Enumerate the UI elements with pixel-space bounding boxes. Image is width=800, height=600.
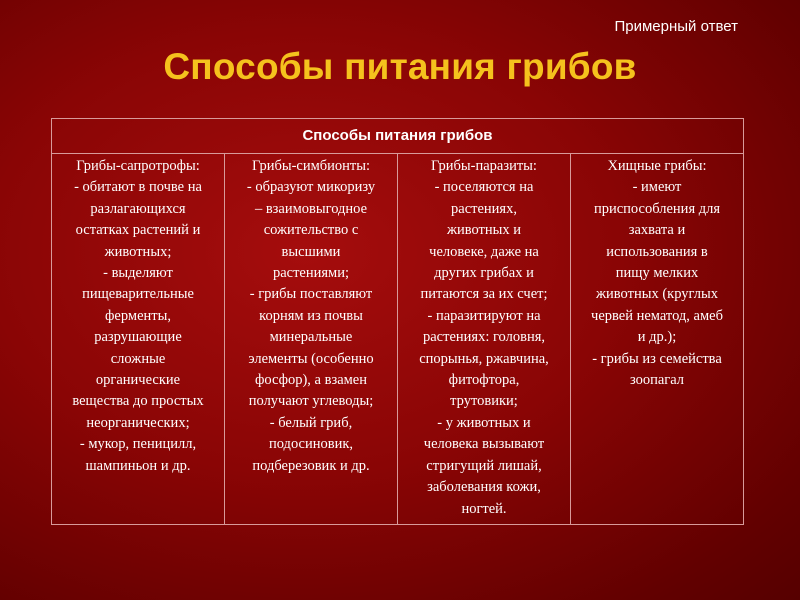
column-text-line: корням из почвы [259,307,363,324]
column-text-line: питаются за их счет; [420,286,548,303]
column-heading: Грибы-паразиты: [431,158,537,174]
column-text-line: - грибы из семейства [592,350,722,367]
column-text-line: зоопагал [629,372,685,389]
column-text-line: сожительство с [263,222,359,239]
column-text-line: - образуют микоризу [246,179,376,196]
column-text-line: животных (круглых [596,286,718,303]
column-text-line: других грибах и [434,265,534,282]
column-text-line: захвата и [628,222,686,239]
column-text-line: трутовики; [450,393,518,410]
table-body-row [52,154,744,525]
column-text-line: животных; [104,243,172,260]
column-text-line: - выделяют [103,265,173,282]
table-header: Способы питания грибов [52,119,744,154]
column-text-line: сложные [110,350,166,367]
column-text-line: - имеют [632,179,682,196]
column-text-line: - мукор, пеницилл, [79,436,197,453]
column-text-line: животных и [446,222,522,239]
column-text-line: вещества до простых [72,393,204,410]
column-text-line: ферменты, [105,307,171,324]
column-text-line: элементы (особенно [248,350,374,367]
column-text-line: пищеварительные [82,286,194,303]
column-text-line: растениях, [451,200,517,217]
sample-answer-label: Примерный ответ [614,18,738,35]
column-text-line: подосиновик, [268,436,354,453]
column-predatory-fungi [571,154,744,525]
column-text-line: - поселяются на [434,179,534,196]
table-header-row [52,119,744,154]
column-text-line: остатках растений и [75,222,201,239]
column-text-line: - обитают в почве на [74,179,202,196]
column-text-line: шампиньон и др. [85,457,191,474]
column-text-line: получают углеводы; [248,393,374,410]
column-heading: Грибы-симбионты: [251,158,371,174]
column-text-line: разлагающихся [90,200,186,217]
column-text-line: червей нематод, амеб [591,307,723,324]
column-text-line: заболевания кожи, [427,479,541,496]
column-text-line: стригущий лишай, [426,457,542,474]
column-text-line: человека вызывают [423,436,545,453]
column-text-line: растениях: головня, [422,329,546,346]
slide-title: Способы питания грибов [163,46,637,87]
column-text-line: - грибы поставляют [249,286,373,303]
column-text-line: органические [95,372,181,389]
column-saprotrophs [52,154,225,525]
column-text-line: минеральные [269,329,353,346]
column-text-line: подберезовик и др. [252,457,370,474]
column-text-line: - белый гриб, [269,414,353,431]
column-text-line: неорганических; [86,414,190,431]
column-text-line: – взаимовыгодное [254,200,368,217]
column-text-line: - паразитируют на [427,307,541,324]
column-text-line: фитофтора, [448,372,520,389]
column-parasites [398,154,571,525]
column-text-line: пищу мелких [615,265,699,282]
column-text-line: спорынья, ржавчина, [419,350,549,367]
column-symbionts [225,154,398,525]
nutrition-table [51,118,744,525]
column-text-line: разрушающие [94,329,182,346]
column-text-line: использования в [606,243,708,260]
column-heading: Хищные грибы: [607,158,707,174]
column-text-line: - у животных и [437,414,531,431]
column-text-line: приспособления для [593,200,721,217]
column-text-line: растениями; [272,265,350,282]
column-text-line: человеке, даже на [429,243,539,260]
column-text-line: ногтей. [461,500,507,517]
column-text-line: высшими [281,243,341,260]
column-text-line: и др.); [637,329,677,346]
column-text-line: фосфор), а взамен [254,372,368,389]
column-heading: Грибы-сапротрофы: [76,158,200,174]
